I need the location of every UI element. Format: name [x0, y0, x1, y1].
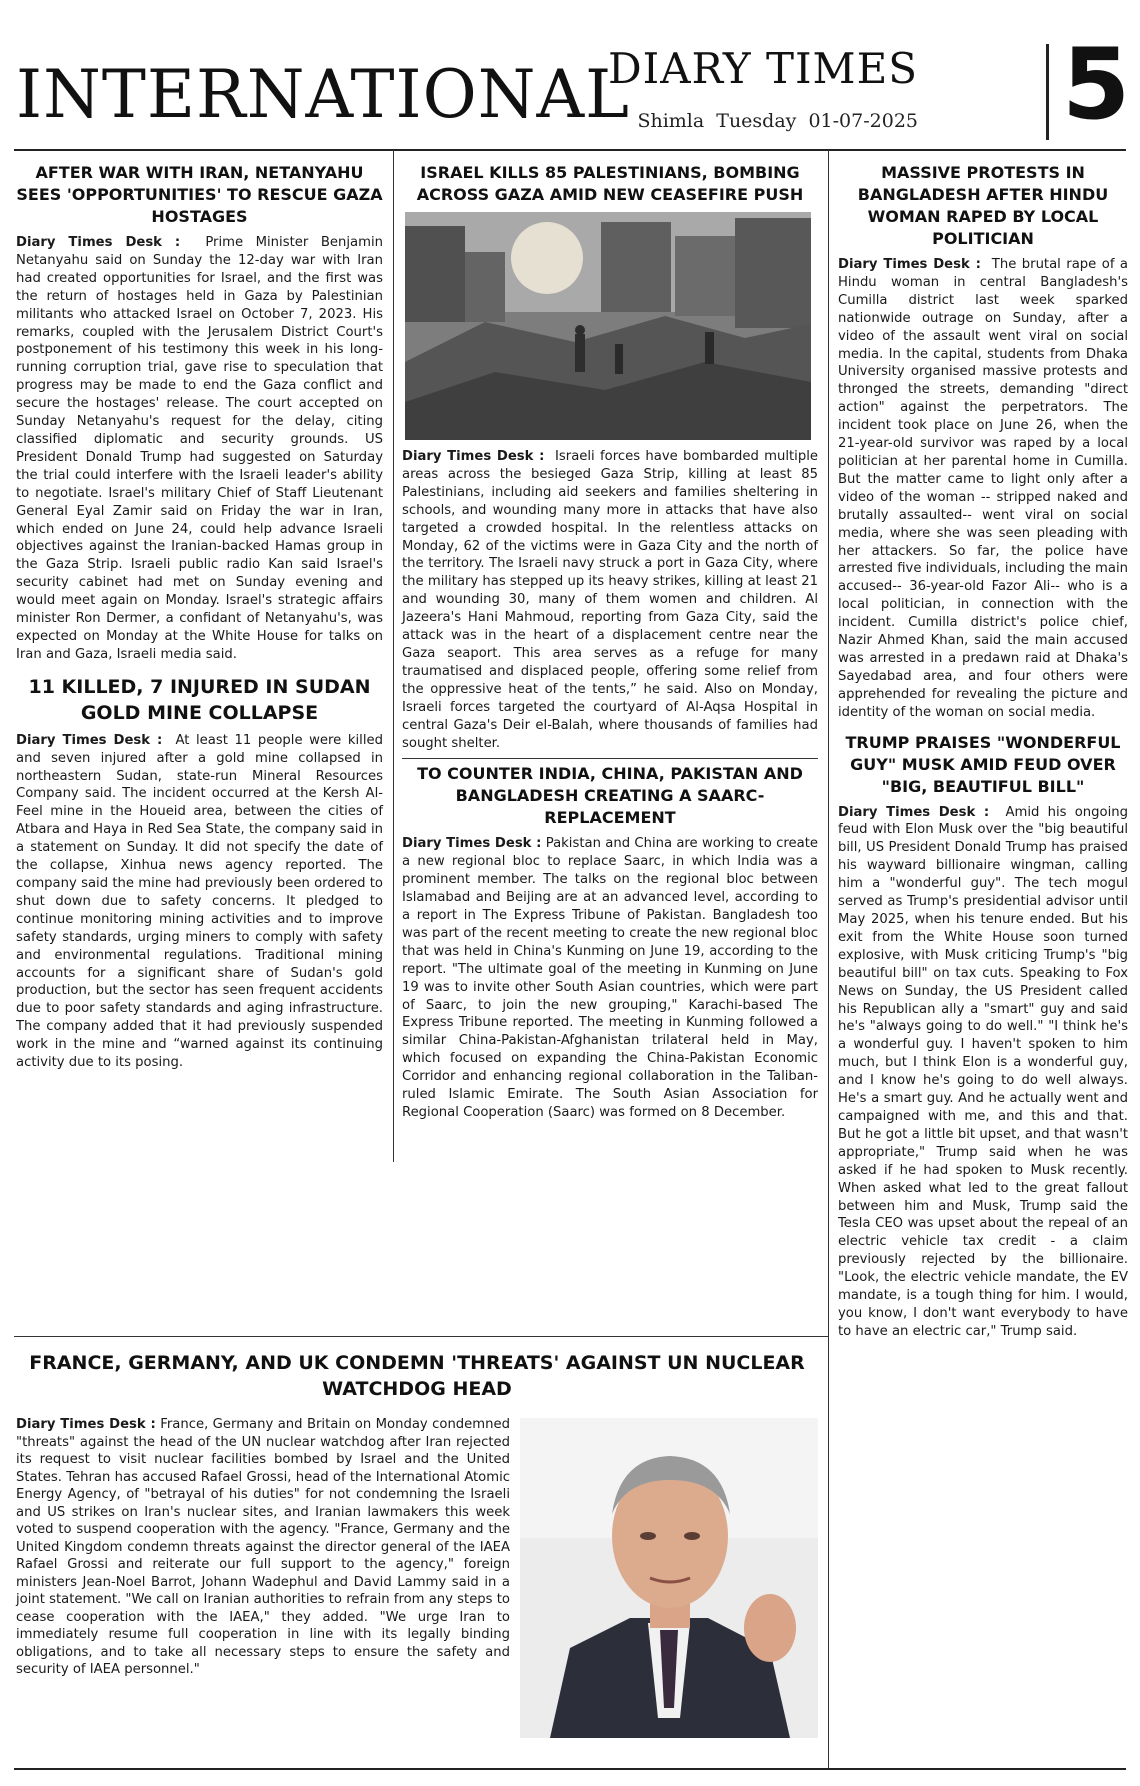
page-number: 5 [1062, 28, 1131, 142]
article-trump-musk [838, 732, 1128, 1341]
article-body [16, 234, 383, 664]
article-separator [402, 758, 818, 759]
headline: MASSIVE PROTESTS IN BANGLADESH AFTER HINDU WOMAN RAPED BY LOCAL POLITICIAN [857, 163, 1109, 248]
article-body [838, 804, 1128, 1341]
footer-rule [14, 1768, 1126, 1770]
article-text: Amid his ongoing feud with Elon Musk over the "big beautiful bill, US President Donald Trump has praised his wayward billionaire wingman, calling him a "wonderful guy". The tech mogul served as Trump's presidential advisor until May 2025, when his tenure ended. But his exit from the White House soon turned explosive, with Musk criticing Trump's "big beautiful bill" on tax cuts. Speaking to Fox News on Sunday, the US President called his Republican ally a "smart" guy and said he's "always going to do well." "I think he's a wonderful guy. I haven't spoken to him much, but I think Elon is a wonderful guy, and I know he's going to do well always. He's a smart guy. And he actually went and campaigned with me, and this and that. But he got a little bit upset, and that wasn't appropriate," Trump said when he was asked if he had spoken to Musk recently. When asked what led to the great fallout between him and Musk, Trump said the Tesla CEO was upset about the repeal of an electric vehicle tax credit - a claim previously rejected by the billionaire. "Look, the electric vehicle mandate, the EV mandate, is a tough thing for him. I would, you know, I don't want everybody to have to have an electric car," Trump said. [838, 804, 1128, 1339]
headline: FRANCE, GERMANY, AND UK CONDEMN 'THREATS' AGAINST UN NUCLEAR WATCHDOG HEAD [29, 1352, 805, 1400]
headline: ISRAEL KILLS 85 PALESTINIANS, BOMBING ACROSS GAZA AMID NEW CEASEFIRE PUSH [416, 163, 804, 204]
byline: Diary Times Desk : [402, 836, 542, 852]
gaza-rubble-photo [405, 212, 811, 440]
dateline-date: 01-07-2025 [808, 110, 918, 132]
byline: Diary Times Desk : [16, 732, 163, 748]
masthead-divider [1046, 44, 1049, 140]
article-bangladesh [838, 162, 1128, 722]
byline: Diary Times Desk : [16, 1417, 156, 1432]
byline: Diary Times Desk : [838, 257, 981, 272]
headline: TRUMP PRAISES "WONDERFUL GUY" MUSK AMID FEUD OVER "BIG, BEAUTIFUL BILL" [845, 732, 1121, 796]
headline: AFTER WAR WITH IRAN, NETANYAHU SEES 'OPPORTUNITIES' TO RESCUE GAZA HOSTAGES [16, 163, 383, 226]
dateline-day: Tuesday [716, 110, 797, 132]
article-netanyahu [16, 162, 383, 664]
dateline-city: Shimla [637, 110, 705, 132]
article-sudan [16, 674, 383, 1072]
masthead [0, 0, 1140, 150]
article-body [838, 256, 1128, 722]
column-middle [402, 158, 818, 1122]
article-text: At least 11 people were killed and seven injured after a gold mine collapsed in northeastern Sudan, state-run Mineral Resources Company said. The incident occurred at the Kersh Al-Feel mine in the Houeid area, between the cities of Atbara and Haya in Red Sea State, the company said in a statement on Sunday. It did not specify the date of the collapse, Xinhua news agency reported. The company said the mine had previously been ordered to shut down due to safety concerns. It pledged to continue monitoring mining activities and to improve safety standards, urging miners to comply with safety and environmental regulations. Traditional mining accounts for a significant share of Sudan's gold production, but the sector has seen frequent accidents due to poor safety standards and aging infrastructure. The company added that it had previously suspended work in the mine and “warned against its continuing activity due to its posing. [16, 732, 383, 1071]
article-saarc [402, 763, 818, 1122]
column-rule-right [828, 150, 829, 1768]
grossi-portrait-photo [520, 1418, 818, 1738]
article-text: France, Germany and Britain on Monday condemned "threats" against the head of the UN nuclear watchdog after Iran rejected its request to visit nuclear facilities bombed by Israel and the United States. Tehran has accused Rafael Grossi, head of the International Atomic Energy Agency, of "betrayal of his duties" for not condemning the Israeli and US strikes on Iran's nuclear sites, and Iranian lawmakers this week voted to suspend cooperation with the agency. "France, Germany and the United Kingdom condemn threats against the director general of the IAEA Rafael Grossi and reiterate our full support to the agency," foreign ministers Jean-Noel Barrot, Johann Wadephul and David Lammy said in a joint statement. "We call on Iranian authorities to refrain from any steps to cease cooperation with the IAEA," they added. "We urge Iran to immediately resume full cooperation in line with its legally binding obligations, and to take all necessary steps to ensure the safety and security of IAEA personnel." [16, 1417, 510, 1677]
article-body [16, 1416, 510, 1679]
article-body [402, 448, 818, 752]
article-text: Israeli forces have bombarded multiple areas across the besieged Gaza Strip, killing at least 85 Palestinians, including aid seekers and families sheltering in schools, and wounding many more in attacks that have also targeted a crowded hospital. In the relentless attacks on Monday, 62 of the victims were in Gaza City and the north of the territory. The Israeli navy struck a port in Gaza City, where the military has stepped up its heavy strikes, killing at least 21 and wounding 30, many of them women and children. Al Jazeera's Hani Mahmoud, reporting from Gaza City, said the attack was in the heart of a displacement centre near the Gaza seaport. This area serves as a refuge for many traumatised and displaced people, offering some relief from the oppressive heat of the tents,” he said. Also on Monday, Israeli forces targeted the courtyard of Al-Aqsa Hospital in central Gaza's Deir el-Balah, where thousands of families had sought shelter. [402, 449, 818, 751]
section-title: INTERNATIONAL [16, 56, 630, 133]
article-gaza [402, 162, 818, 752]
header-rule [14, 149, 1126, 151]
article-text: Prime Minister Benjamin Netanyahu said on Sunday the 12-day war with Iran had created opportunities for Israel, and the first was the return of hostages held in Gaza by Palestinian militants who attacked Israel on October 7, 2023. His remarks, coupled with the Jerusalem District Court's postponement of his testimony this week in his long-running corruption trial, gave rise to speculation that progress may be made to end the Gaza conflict and secure the hostages' release. The court accepted on Sunday Netanyahu's request for the delay, citing classified diplomatic and security grounds. US President Donald Trump had suggested on Saturday the trial could interfere with the Israeli leader's ability to negotiate. Israel's military Chief of Staff Lieutenant General Eyal Zamir said on Friday the war in Iran, which ended on June 24, could help advance Israeli objectives against the Iranian-backed Hamas group in the Gaza Strip. Israeli public radio Kan said Israel's security cabinet had met on Sunday evening and would meet again on Monday. Israel's strategic affairs minister Ron Dermer, a confidant of Netanyahu's, was expected on Monday at the White House for talks on Iran and Gaza, Israeli media said. [16, 235, 383, 662]
headline: TO COUNTER INDIA, CHINA, PAKISTAN AND BANGLADESH CREATING A SAARC-REPLACEMENT [417, 764, 803, 828]
article-body [16, 732, 383, 1072]
article-text: Pakistan and China are working to create a new regional bloc to replace Saarc, in which India was a prominent member. The talks on the regional bloc between Islamabad and Beijing are at an advanced level, according to a report in The Express Tribune of Pakistan. Bangladesh too was part of the recent meeting to create the new regional bloc that was held in China's Kunming on June 19, according to the report. "The ultimate goal of the meeting in Kunming on June 19 was to invite other South Asian countries, which were part of Saarc, to join the new grouping," Karachi-based The Express Tribune reported. The meeting in Kunming followed a similar China-Pakistan-Afghanistan trilateral held in May, which focused on expanding the China-Pakistan Economic Corridor and enhancing regional collaboration in the Taliban-ruled Islamic Emirate. The South Asian Association for Regional Cooperation (Saarc) was formed on 8 December. [402, 836, 818, 1120]
column-left [16, 158, 383, 1072]
article-iaea-header [16, 1346, 818, 1408]
article-body [402, 835, 818, 1122]
paper-name: DIARY TIMES [607, 44, 918, 93]
article-text: The brutal rape of a Hindu woman in central Bangladesh's Cumilla district last week sparked nationwide outrage on Sunday, after a video of the assault went viral on social media. In the capital, students from Dhaka University organised massive protests and thronged the streets, demanding "direct action" against the perpetrators. The incident took place on June 26, when the 21-year-old survivor was raped by a local politician at her parental home in Cumilla. But the matter came to light only after a video of the woman -- stripped naked and brutally assaulted-- went viral on social media, where she was seen pleading with her attackers. So far, the police have arrested five individuals, including the main accused-- 36-year-old Fazor Ali-- who is a local politician, in connection with the incident. Cumilla district's police chief, Nazir Ahmed Khan, said the main accused was arrested in a predawn raid at Dhaka's Sayedabad area, and four others were apprehended for revealing the picture and identity of the woman on social media. [838, 257, 1128, 720]
grossi-photo-illustration [520, 1418, 818, 1738]
column-right [838, 158, 1128, 1341]
byline: Diary Times Desk : [838, 804, 990, 820]
byline: Diary Times Desk : [402, 449, 545, 464]
bottom-article-rule [14, 1336, 828, 1337]
headline: 11 KILLED, 7 INJURED IN SUDAN GOLD MINE COLLAPSE [28, 675, 371, 724]
dateline [637, 110, 918, 132]
byline: Diary Times Desk : [16, 235, 181, 250]
column-rule-left [393, 150, 394, 1162]
gaza-photo-illustration [405, 212, 811, 440]
